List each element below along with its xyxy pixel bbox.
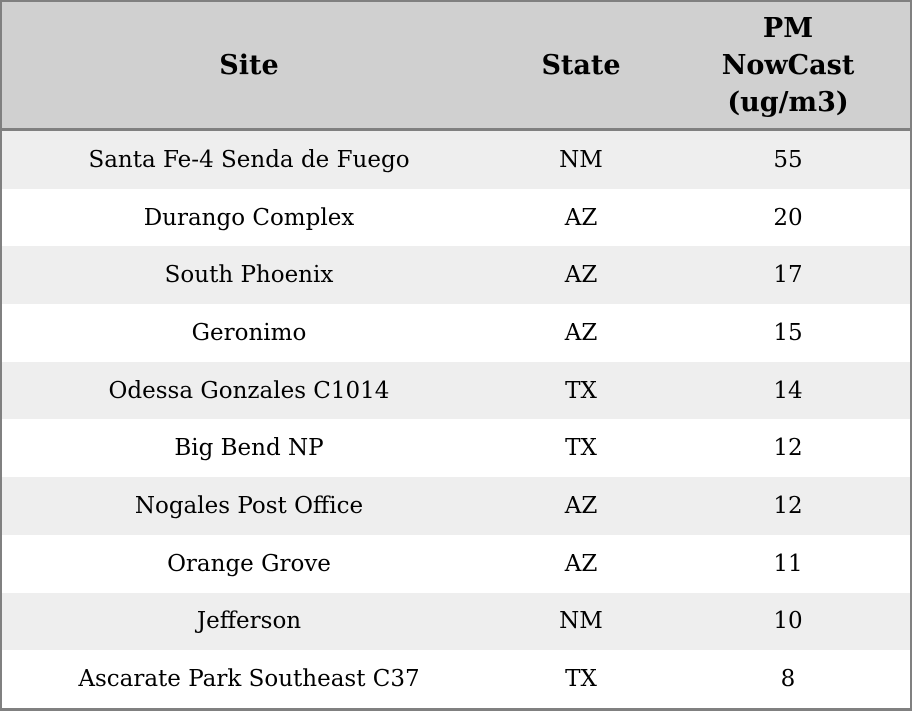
header-cell-pm-nowcast bbox=[666, 10, 910, 121]
table-row bbox=[2, 189, 910, 247]
table-row bbox=[2, 593, 910, 651]
header-pm-line-2: NowCast bbox=[721, 49, 855, 81]
cell-state: AZ bbox=[564, 550, 598, 577]
cell-site: Durango Complex bbox=[143, 204, 355, 231]
table-row bbox=[2, 650, 910, 708]
cell-site: Big Bend NP bbox=[174, 435, 324, 462]
cell-pm-value: 11 bbox=[773, 550, 803, 577]
cell-site: South Phoenix bbox=[164, 262, 334, 289]
cell-state: TX bbox=[565, 435, 597, 462]
table-row bbox=[2, 535, 910, 593]
cell-pm-value: 15 bbox=[773, 319, 803, 346]
cell-state: AZ bbox=[564, 492, 598, 519]
cell-site: Odessa Gonzales C1014 bbox=[108, 377, 390, 404]
cell-site: Orange Grove bbox=[167, 550, 331, 577]
cell-site: Santa Fe-4 Senda de Fuego bbox=[88, 146, 410, 173]
cell-state: AZ bbox=[564, 319, 598, 346]
cell-pm-value: 20 bbox=[773, 204, 803, 231]
cell-state: TX bbox=[565, 666, 597, 693]
table-row bbox=[2, 131, 910, 189]
cell-pm-value: 17 bbox=[773, 262, 803, 289]
cell-site: Jefferson bbox=[196, 608, 302, 635]
table-row bbox=[2, 362, 910, 420]
table-row bbox=[2, 304, 910, 362]
header-cell-state: State bbox=[541, 49, 621, 81]
header-pm-line-3: (ug/m3) bbox=[727, 86, 849, 118]
cell-site: Nogales Post Office bbox=[134, 492, 364, 519]
table-row bbox=[2, 246, 910, 304]
table-body bbox=[2, 131, 910, 708]
cell-pm-value: 12 bbox=[773, 492, 803, 519]
table-header-row bbox=[2, 2, 910, 131]
cell-site: Ascarate Park Southeast C37 bbox=[78, 666, 420, 693]
header-pm-line-1: PM bbox=[762, 12, 814, 44]
cell-state: AZ bbox=[564, 262, 598, 289]
cell-pm-value: 55 bbox=[773, 146, 803, 173]
cell-pm-value: 10 bbox=[773, 608, 803, 635]
table-row bbox=[2, 477, 910, 535]
cell-state: AZ bbox=[564, 204, 598, 231]
table-row bbox=[2, 419, 910, 477]
cell-state: TX bbox=[565, 377, 597, 404]
cell-state: NM bbox=[559, 608, 603, 635]
header-cell-site: Site bbox=[219, 49, 279, 81]
cell-pm-value: 14 bbox=[773, 377, 803, 404]
cell-pm-value: 8 bbox=[780, 666, 796, 693]
cell-state: NM bbox=[559, 146, 603, 173]
cell-site: Geronimo bbox=[191, 319, 307, 346]
cell-pm-value: 12 bbox=[773, 435, 803, 462]
